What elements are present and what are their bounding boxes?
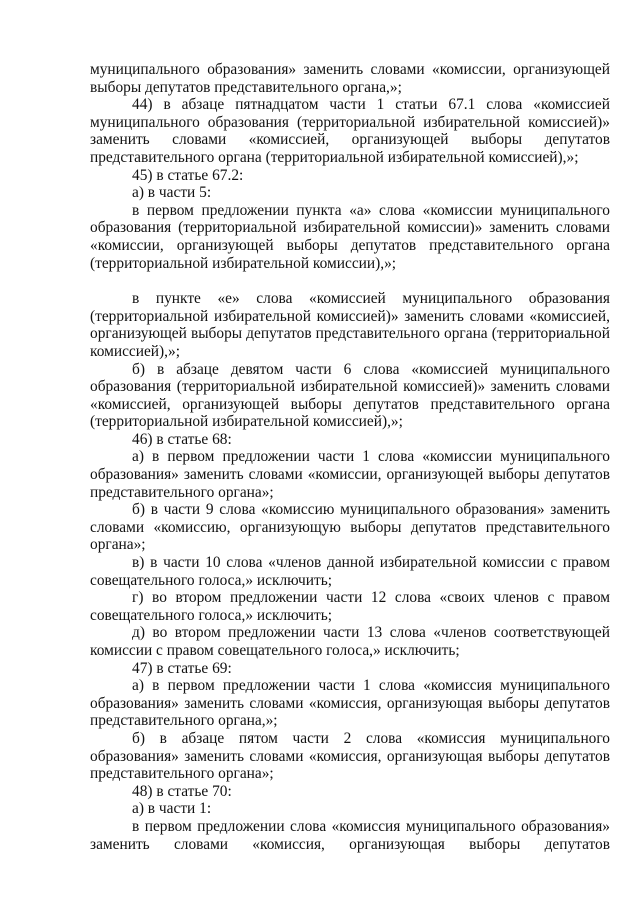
paragraph-item-46: 46) в статье 68:: [132, 430, 232, 448]
paragraph-item-45-a-e: в пункте «е» слова «комиссией муниципального образования (территориальной избирательной комиссией)» заменить словами «комиссией, организующей выборы депутатов представительного органа (территориальной комиссией),»;: [90, 290, 610, 360]
paragraph-item-44: 44) в абзаце пятнадцатом части 1 статьи 67.1 слова «комиссией муниципального образования (территориальной избирательной комиссией)» заменить словами «комиссией, организующей выборы депутатов представительного органа (территориальной избирательной комиссией),»;: [90, 96, 610, 166]
paragraph-item-47-b: б) в абзаце пятом части 2 слова «комиссия муниципального образования» заменить словами «комиссия, организующая выборы депутатов представительного органа»;: [90, 729, 610, 783]
paragraph-item-47: 47) в статье 69:: [132, 659, 232, 677]
paragraph-item-46-g: г) во втором предложении части 12 слова «своих членов с правом совещательного голоса,» исключить;: [90, 589, 610, 624]
paragraph-item-48-a: а) в части 1:: [132, 800, 212, 818]
paragraph-item-45: 45) в статье 67.2:: [132, 166, 244, 184]
paragraph-item-46-v: в) в части 10 слова «членов данной избирательной комиссии с правом совещательного голоса,» исключить;: [90, 554, 610, 589]
paragraph-item-46-d: д) во втором предложении части 13 слова «членов соответствующей комиссии с правом совещательного голоса,» исключить;: [90, 624, 610, 659]
paragraph-item-45-b: б) в абзаце девятом части 6 слова «комиссией муниципального образования (территориальной избирательной комиссией)» заменить словами «комиссией, организующей выборы депутатов представительного органа (территориальной избирательной комиссией),»;: [90, 360, 610, 431]
paragraph-item-46-a: а) в первом предложении части 1 слова «комиссии муниципального образования» заменить словами «комиссии, организующей выборы депутатов представительного органа»;: [90, 448, 610, 501]
paragraph-gap: [90, 272, 610, 290]
paragraph-item-46-b: б) в части 9 слова «комиссию муниципального образования» заменить словами «комиссию, организующую выборы депутатов представительного органа»;: [90, 501, 610, 554]
paragraph-item-47-a: а) в первом предложении части 1 слова «комиссия муниципального образования» заменить словами «комиссия, организующая выборы депутатов представительного органа,»;: [90, 677, 610, 730]
paragraph-item-45-a: а) в части 5:: [132, 184, 212, 202]
paragraph-item-48-a-first: в первом предложении слова «комиссия муниципального образования» заменить словами «комиссия, организующая выборы депутатов: [90, 817, 610, 853]
document-page: [90, 61, 610, 853]
paragraph-item-48: 48) в статье 70:: [132, 782, 232, 800]
paragraph-continuation: муниципального образования» заменить словами «комиссии, организующей выборы депутатов представительного органа,»;: [90, 61, 610, 96]
paragraph-item-45-a-first: в первом предложении пункта «а» слова «комиссии муниципального образования (территориальной избирательной комиссии)» заменить словами «комиссии, организующей выборы депутатов представительного органа (территориальной избирательной комиссии),»;: [90, 201, 610, 272]
